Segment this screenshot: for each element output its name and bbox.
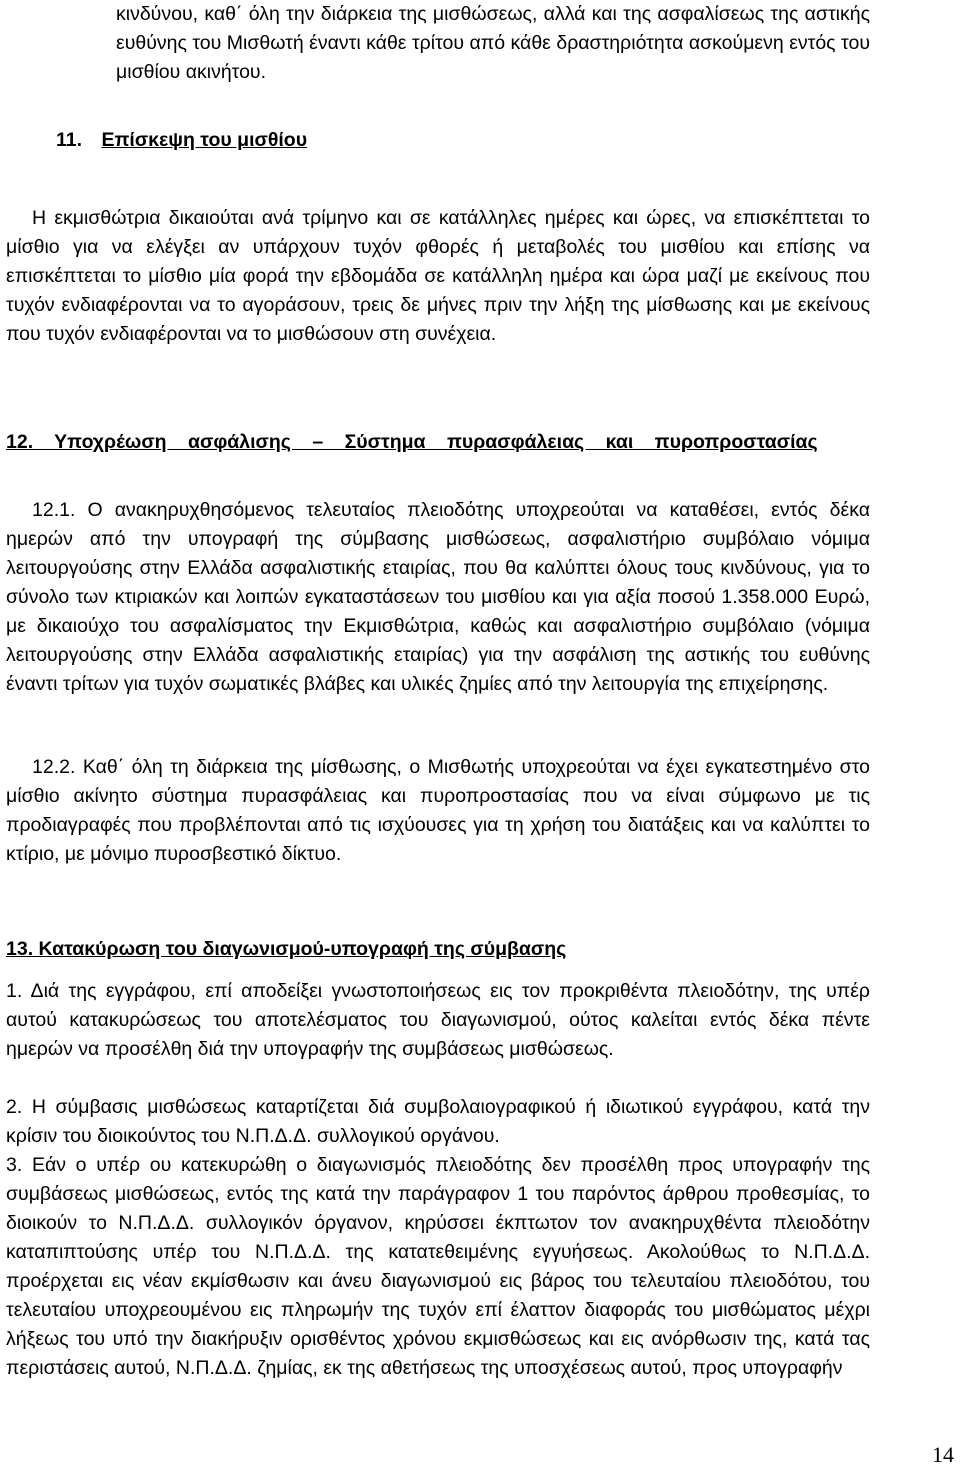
section-13-heading: 13. Κατακύρωση του διαγωνισμού-υπογραφή της σύμβασης — [6, 938, 567, 960]
section-11-paragraph: Η εκμισθώτρια δικαιούται ανά τρίμηνο και σε κατάλληλες ημέρες και ώρες, να επισκέπτεται το μίσθιο για να ελέγξει αν υπάρχουν τυχόν φθορές ή μεταβολές του μισθίου και επίσης να επισκέπτεται το μίσθιο μία φορά την εβδομάδα σε κατάλληλη ημέρα και ώρα μαζί με εκείνους που τυχόν ενδιαφέρονται να το αγοράσουν, τρεις δε μήνες πριν την λήξη της μίσθωσης και με εκείνους που τυχόν ενδιαφέρονται να το μισθώσουν στη συνέχεια. — [6, 207, 870, 345]
section-13-item-2: 2. Η σύμβασις μισθώσεως καταρτίζεται διά συμβολαιογραφικού ή ιδιωτικού εγγράφου, κατά την κρίσιν του διοικούντος του Ν.Π.Δ.Δ. συλλογικού οργάνου. — [6, 1096, 870, 1147]
intro-paragraph: κινδύνου, καθ΄ όλη την διάρκεια της μισθώσεως, αλλά και της ασφαλίσεως της αστικής ευθύνης του Μισθωτή έναντι κάθε τρίτου από κάθε δραστηριότητα ασκούμενη εντός του μισθίου ακινήτου. — [116, 3, 870, 83]
section-11-number: 11. — [56, 129, 83, 151]
page-number: 14 — [932, 1442, 954, 1467]
section-12-paragraph-2: 12.2. Καθ΄ όλη τη διάρκεια της μίσθωσης, ο Μισθωτής υποχρεούται να έχει εγκατεστημένο στο μίσθιο ακίνητο σύστημα πυρασφάλειας και πυροπροστασίας που να είναι σύμφωνο με τις προδιαγραφές που προβλέπονται από τις ισχύουσες για τη χρήση του διατάξεις και να καλύπτει το κτίριο, με μόνιμο πυροσβεστικό δίκτυο. — [6, 756, 870, 865]
section-11-title: Επίσκεψη του μισθίου — [101, 129, 308, 151]
section-12-heading: 12. Υποχρέωση ασφάλισης – Σύστημα πυρασφάλειας και πυροπροστασίας — [6, 431, 818, 453]
section-11-heading — [56, 126, 656, 155]
section-12-paragraph-1: 12.1. Ο ανακηρυχθησόμενος τελευταίος πλειοδότης υποχρεούται να καταθέσει, εντός δέκα ημερών από την υπογραφή της σύμβασης μισθώσεως, ασφαλιστήριο συμβόλαιο νόμιμα λειτουργούσης στην Ελλάδα ασφαλιστικής εταιρίας, που θα καλύπτει όλους τους κινδύνους, για το σύνολο των κτιριακών και λοιπών εγκαταστάσεων του μισθίου και για αξία ποσού 1.358.000 Ευρώ, με δικαιούχο του ασφαλίσματος την Εκμισθώτρια, καθώς και ασφαλιστήριο συμβόλαιο (νόμιμα λειτουργούσης στην Ελλάδα ασφαλιστικής εταιρίας) για την ασφάλιση της αστικής του ευθύνης έναντι τρίτων για τυχόν σωματικές βλάβες και υλικές ζημίες από την λειτουργία της επιχείρησης. — [6, 499, 870, 695]
section-13-item-3: 3. Εάν ο υπέρ ου κατεκυρώθη ο διαγωνισμός πλειοδότης δεν προσέλθη προς υπογραφήν της συμβάσεως μισθώσεως, εντός της κατά την παράγραφον 1 του παρόντος άρθρου προθεσμίας, το διοικούν το Ν.Π.Δ.Δ. συλλογικόν όργανον, κηρύσσει έκπτωτον τον ανακηρυχθέντα πλειοδότην καταπιπτούσης υπέρ του Ν.Π.Δ.Δ. της κατατεθειμένης εγγυήσεως. Ακολούθως το Ν.Π.Δ.Δ. προέρχεται εις νέαν εκμίσθωσιν και άνευ διαγωνισμού εις βάρος του τελευταίου πλειοδότου, του τελευταίου υποχρεουμένου εις πληρωμήν της τυχόν επί έλαττον διαφοράς του μισθώματος μέχρι λήξεως του υπό την διακήρυξιν ορισθέντος χρόνου εκμισθώσεως και εις ανόρθωσιν της, κατά τας περιστάσεις αυτού, Ν.Π.Δ.Δ. ζημίας, εκ της αθετήσεως της υποσχέσεως αυτού, προς υπογραφήν — [6, 1154, 870, 1379]
section-13-item-1: 1. Διά της εγγράφου, επί αποδείξει γνωστοποιήσεως εις τον προκριθέντα πλειοδότην, της υπέρ αυτού κατακυρώσεως του αποτελέσματος του διαγωνισμού, ούτος καλείται εντός δέκα πέντε ημερών να προσέλθη διά την υπογραφήν της συμβάσεως μισθώσεως. — [6, 980, 870, 1060]
